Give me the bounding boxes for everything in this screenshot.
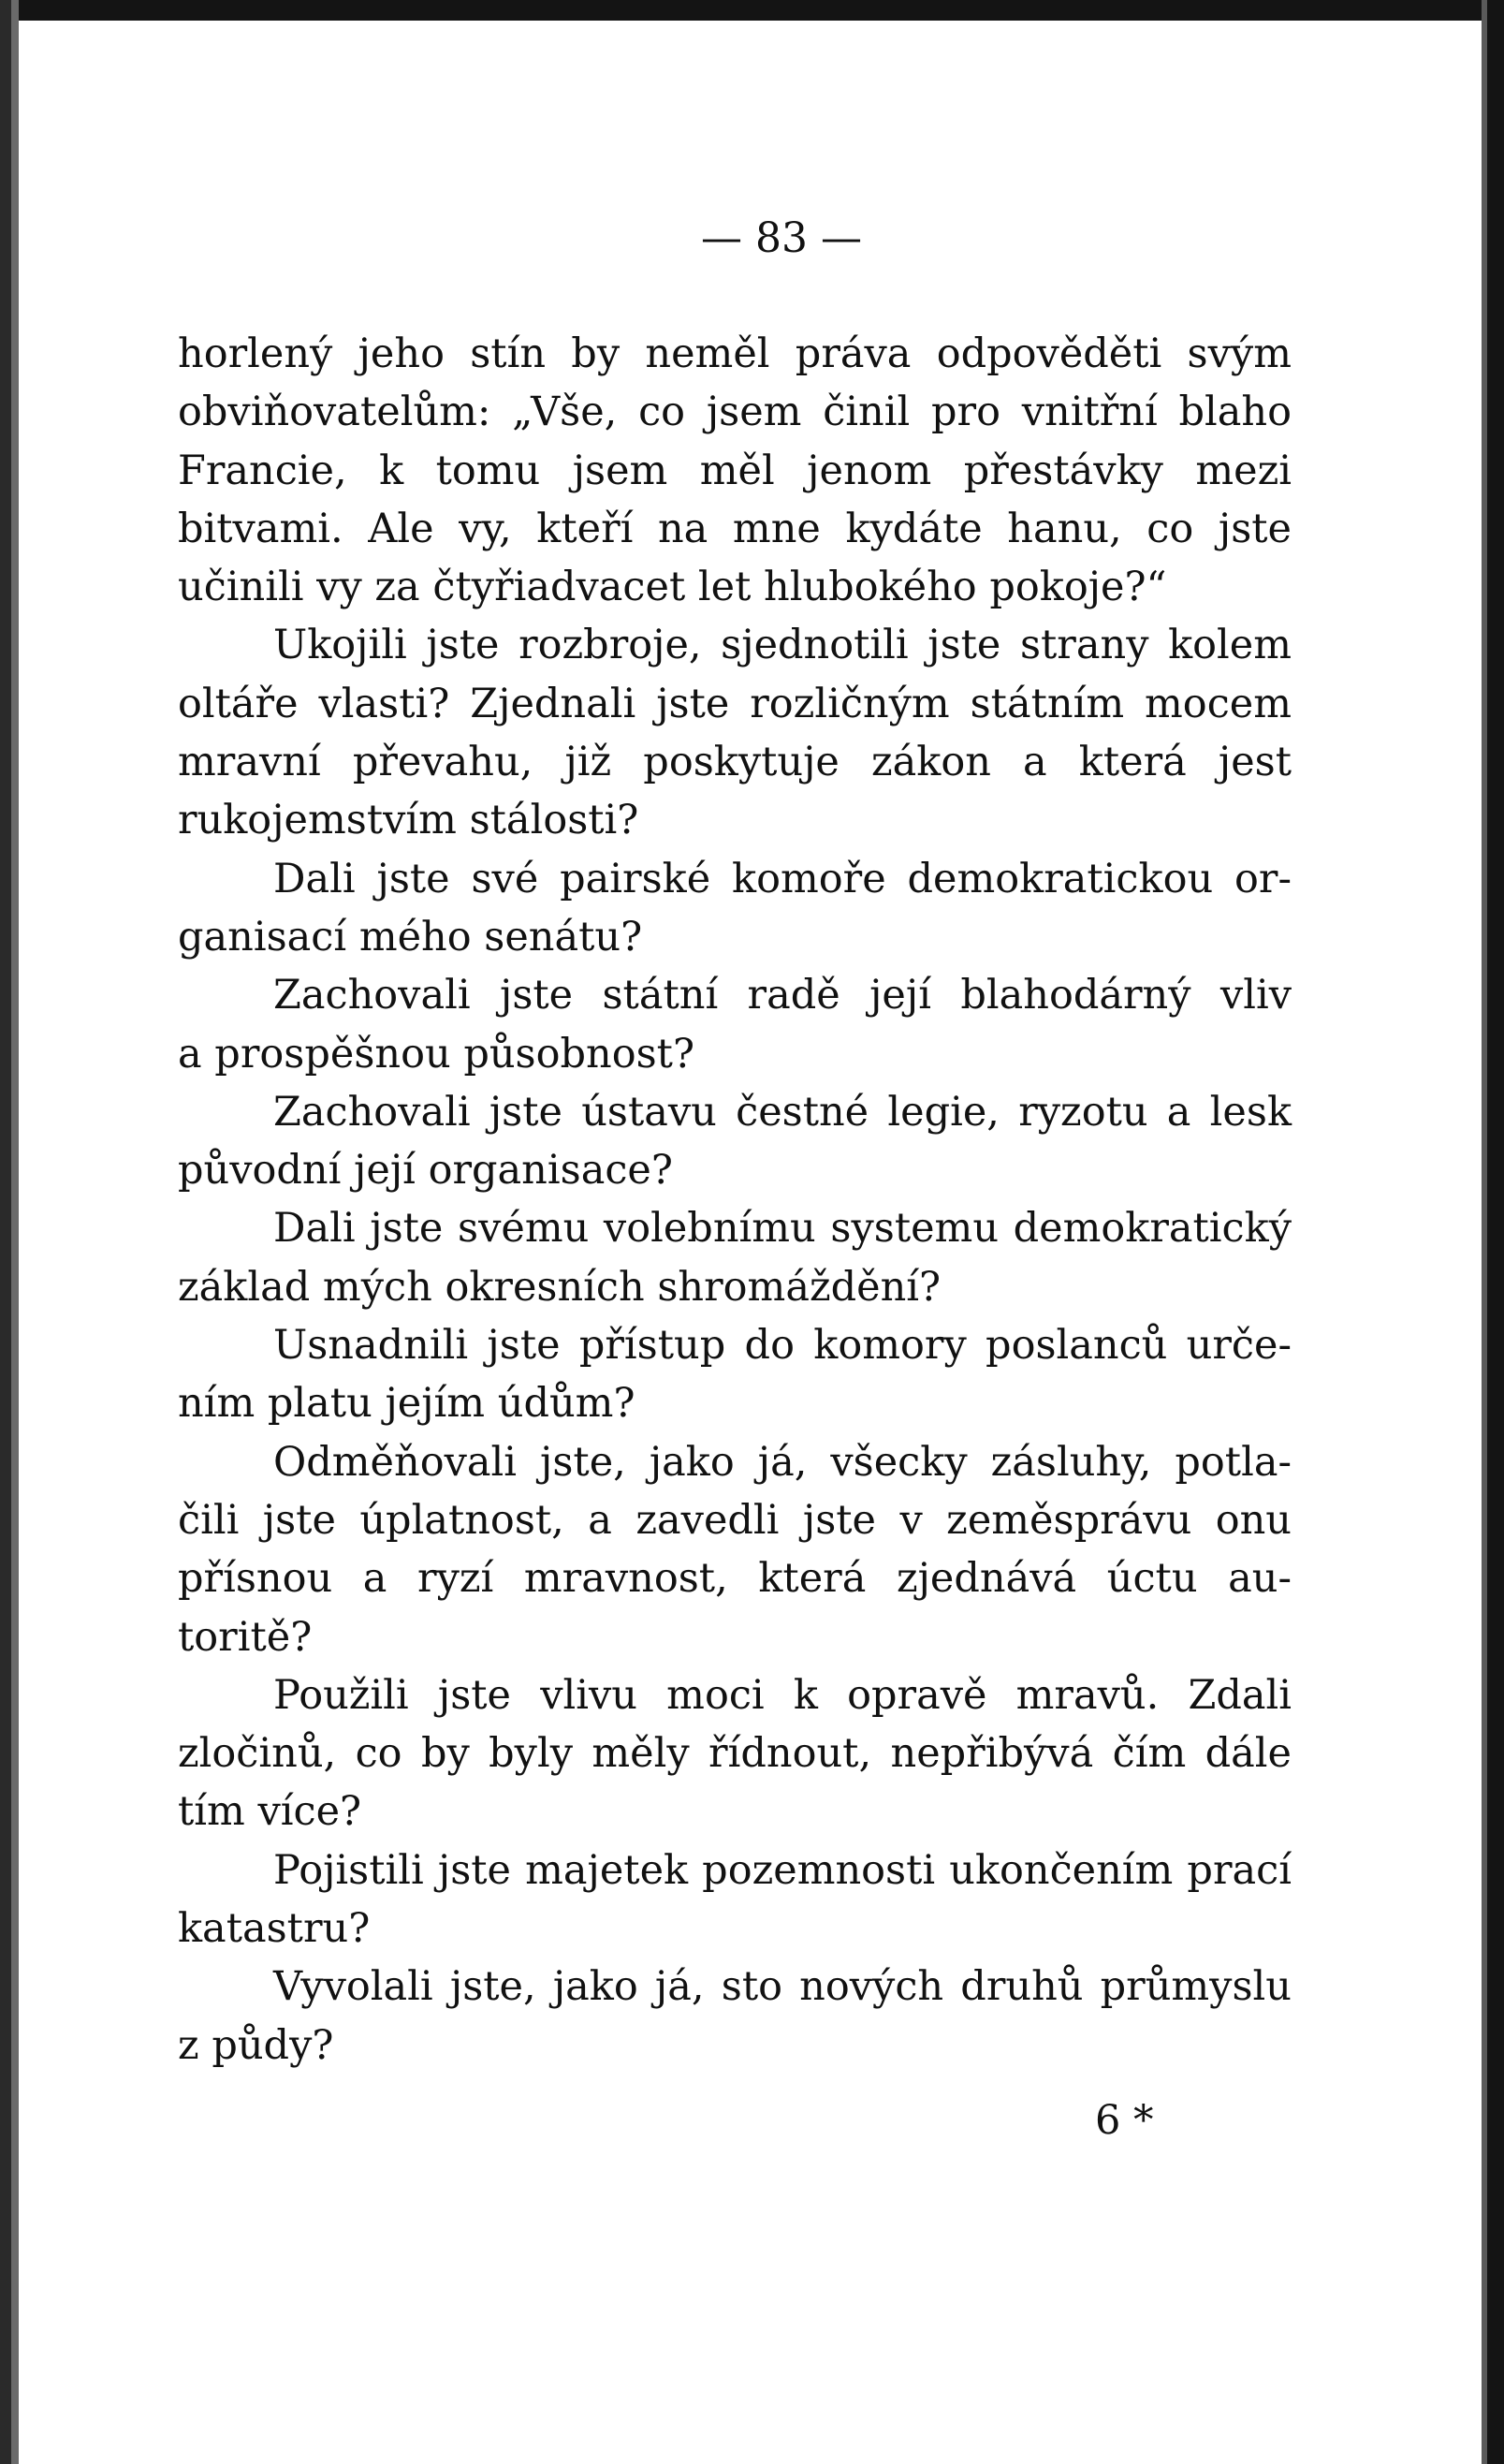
text-line: Usnadnili jste přístup do komory poslanců urče- [273,1322,1292,1370]
text-line: tím více? [178,1788,362,1836]
text-line: mravní převahu, již poskytuje zákon a která jest [178,739,1292,786]
signature-mark: 6 * [1095,2097,1154,2144]
text-line: Dali jste své pairské komoře demokratickou or- [273,855,1292,902]
text-line: základ mých okresních shromáždění? [178,1263,942,1311]
text-line: Pojistili jste majetek pozemnosti ukončením prací [273,1846,1292,1894]
page-number: — 83 — [701,214,862,262]
scan-border-left-shadow [11,0,19,2464]
text-line: obviňovatelům: „Vše, co jsem činil pro vnitřní blaho [178,389,1292,436]
text-line: a prospěšnou působnost? [178,1030,695,1078]
text-line: rukojemstvím stálosti? [178,797,639,844]
text-line: ganisací mého senátu? [178,913,643,961]
text-line: Odměňovali jste, jako já, všecky zásluhy, potla- [273,1438,1292,1486]
text-line: oltáře vlasti? Zjednali jste rozličným státním mocem [178,680,1292,727]
text-line: Zachovali jste státní radě její blahodárný vliv [273,972,1292,1019]
text-line: původní její organisace? [178,1147,673,1195]
text-line: učinili vy za čtyřiadvacet let hlubokého pokoje?“ [178,564,1167,611]
text-line: Vyvolali jste, jako já, sto nových druhů průmyslu [273,1963,1292,2011]
text-line: Použili jste vlivu moci k opravě mravů. Zdali [273,1671,1292,1719]
scan-border-right [1487,0,1504,2464]
text-line: ním platu jejím údům? [178,1380,635,1428]
text-line: zločinů, co by byly měly řídnout, nepřibývá čím dále [178,1730,1292,1778]
text-line: Ukojili jste rozbroje, sjednotili jste strany kolem [273,622,1292,669]
text-line: Francie, k tomu jsem měl jenom přestávky mezi [178,447,1292,494]
text-line: Dali jste svému volebnímu systemu demokratický [273,1205,1292,1253]
scan-border-top [0,0,1504,21]
text-line: Zachovali jste ústavu čestné legie, ryzotu a lesk [273,1088,1292,1136]
text-line: z půdy? [178,2021,334,2069]
text-line: horlený jeho stín by neměl práva odpověděti svým [178,330,1292,377]
scan-border-right-shadow [1482,0,1487,2464]
text-line: bitvami. Ale vy, kteří na mne kydáte hanu, co jste [178,505,1292,552]
scan-border-left [0,0,11,2464]
text-line: toritě? [178,1613,313,1661]
book-page [178,211,1292,2075]
text-line: přísnou a ryzí mravnost, která zjednává úctu au- [178,1555,1292,1603]
text-line: čili jste úplatnost, a zavedli jste v zeměsprávu onu [178,1496,1292,1544]
text-line: katastru? [178,1905,371,1953]
